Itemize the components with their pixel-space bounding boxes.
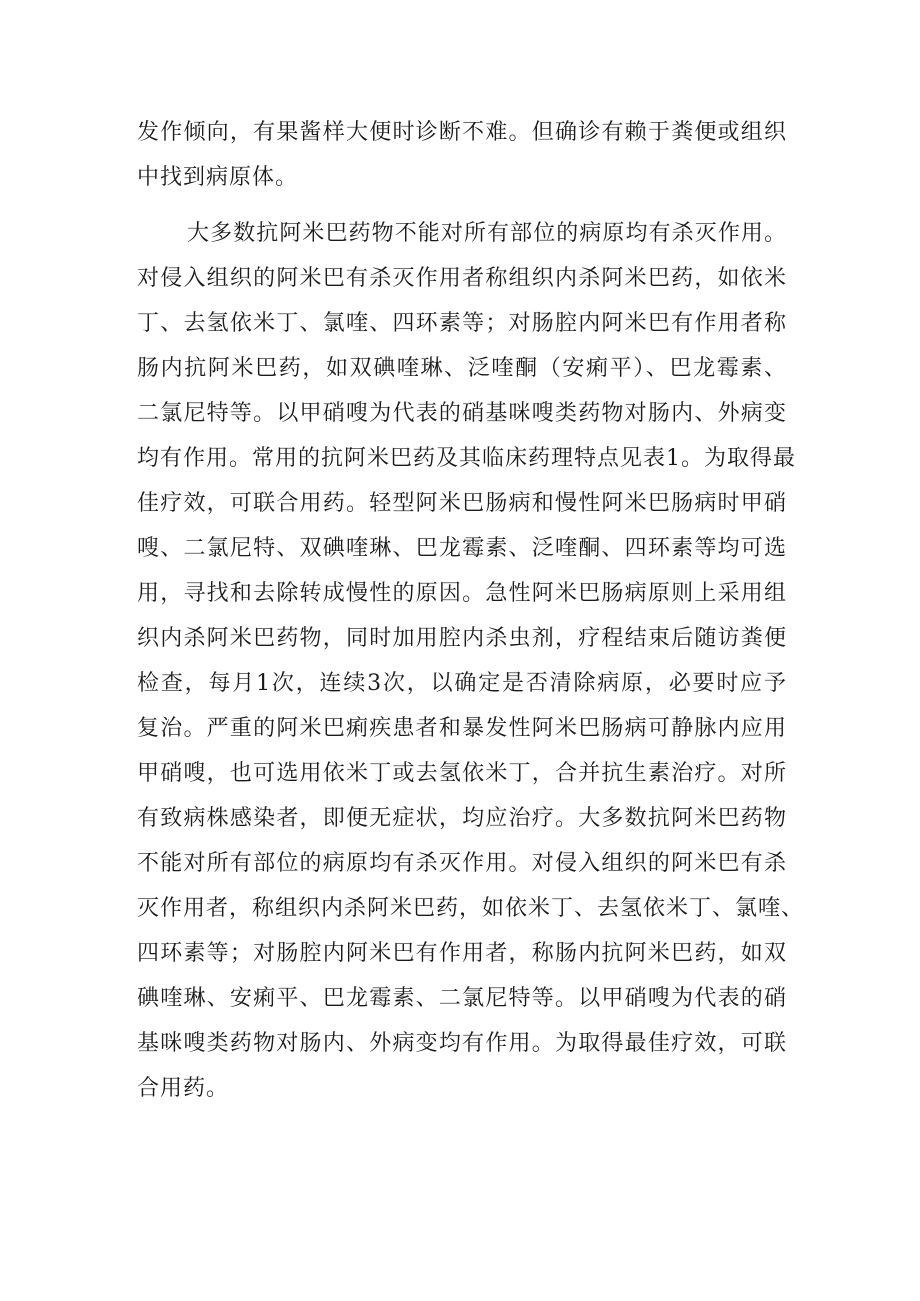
text-line: 对侵入组织的阿米巴有杀灭作用者称组织内杀阿米巴药，如依米 xyxy=(137,266,787,291)
text-line: 均有作用。常用的抗阿米巴药及其临床药理特点见表1。为取得最 xyxy=(137,446,796,471)
text-line: 甲硝嗖，也可选用依米丁或去氢依米丁，合并抗生素治疗。对所 xyxy=(137,761,787,786)
text-line: 发作倾向，有果酱样大便时诊断不难。但确诊有赖于粪便或组织 xyxy=(137,120,787,145)
text-line: 中找到病原体。 xyxy=(137,165,299,190)
text-line: 碘喹琳、安痢平、巴龙霉素、二氯尼特等。以甲硝嗖为代表的硝 xyxy=(137,986,787,1011)
paragraph-gap xyxy=(137,200,787,211)
paragraph-2 xyxy=(137,211,805,1111)
text-line: 用，寻找和去除转成慢性的原因。急性阿米巴肠病原则上采用组 xyxy=(137,581,787,606)
text-line: 有致病株感染者，即便无症状，均应治疗。大多数抗阿米巴药物 xyxy=(137,806,787,831)
text-line: 肠内抗阿米巴药，如双碘喹琳、泛喹酮（安痢平）、巴龙霉素、 xyxy=(137,356,787,381)
text-line: 大多数抗阿米巴药物不能对所有部位的病原均有杀灭作用。 xyxy=(187,221,787,246)
text-line: 合用药。 xyxy=(137,1076,230,1101)
text-line: 检查，每月1次，连续3次，以确定是否清除病原，必要时应予 xyxy=(137,671,787,696)
text-line: 复治。严重的阿米巴痢疾患者和暴发性阿米巴肠病可静脉内应用 xyxy=(137,716,787,741)
text-line: 灭作用者，称组织内杀阿米巴药，如依米丁、去氢依米丁、氯喹、 xyxy=(137,896,805,921)
text-line: 嗖、二氯尼特、双碘喹琳、巴龙霉素、泛喹酮、四环素等均可选 xyxy=(137,536,787,561)
text-line: 二氯尼特等。以甲硝嗖为代表的硝基咪嗖类药物对肠内、外病变 xyxy=(137,401,787,426)
text-line: 丁、去氢依米丁、氯喹、四环素等；对肠腔内阿米巴有作用者称 xyxy=(137,311,787,336)
body-text xyxy=(137,110,805,1111)
text-line: 织内杀阿米巴药物，同时加用腔内杀虫剂，疗程结束后随访粪便 xyxy=(137,626,787,651)
text-line: 不能对所有部位的病原均有杀灭作用。对侵入组织的阿米巴有杀 xyxy=(137,851,787,876)
text-line: 佳疗效，可联合用药。轻型阿米巴肠病和慢性阿米巴肠病时甲硝 xyxy=(137,491,787,516)
paragraph-1 xyxy=(137,110,787,200)
text-line: 四环素等；对肠腔内阿米巴有作用者，称肠内抗阿米巴药，如双 xyxy=(137,941,787,966)
text-line: 基咪嗖类药物对肠内、外病变均有作用。为取得最佳疗效，可联 xyxy=(137,1031,787,1056)
